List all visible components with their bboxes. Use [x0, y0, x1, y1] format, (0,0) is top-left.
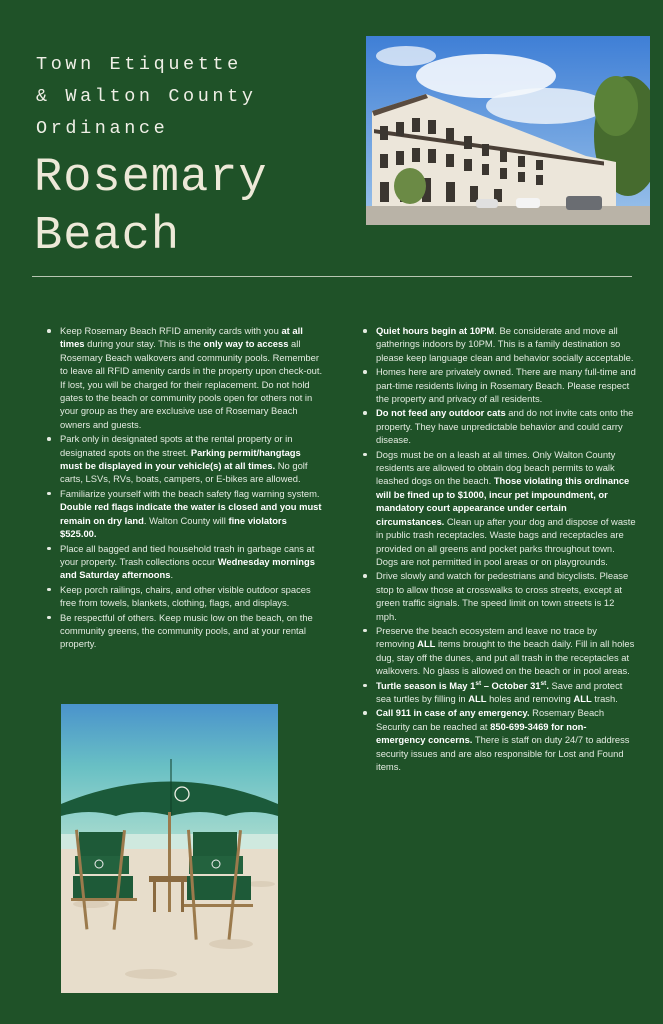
- emphasis-text: – October 31: [481, 679, 541, 691]
- item-text: Dogs must be on a leash at all times. Only Walton County residents are allowed to obtain dog beach permits to walk leashed dogs on the beach.: [376, 448, 616, 487]
- item-text: Preserve the beach ecosystem and leave no trace by removing: [376, 624, 597, 650]
- item-text: .: [170, 569, 174, 581]
- item-text: items brought to the beach daily. Fill in all holes dug, stay off the dunes, and put all trash in the receptacles at walkovers. No glass is allowed on the beach or in pool areas.: [376, 638, 635, 677]
- list-item: [46, 487, 325, 541]
- list-item: [362, 569, 636, 623]
- item-text: trash.: [591, 692, 618, 704]
- emphasis-text: .: [546, 679, 549, 691]
- emphasis-text: ALL: [417, 638, 436, 650]
- item-text: Place all bagged and tied household trash in garbage cans at your property. Trash collections occur: [60, 542, 315, 567]
- emphasis-text: Parking permit/hangtags must be displayed in your vehicle(s) at all times.: [60, 446, 301, 472]
- beach-umbrella-photo: [61, 704, 278, 993]
- building-photo: [366, 36, 650, 225]
- subtitle-line: Ordinance: [36, 118, 169, 139]
- list-item: [362, 448, 636, 569]
- emphasis-text: Call 911 in case of any emergency.: [376, 707, 530, 719]
- section-divider: [32, 276, 632, 277]
- emphasis-text: at all times: [60, 325, 303, 350]
- emphasis-text: only way to access: [203, 338, 289, 350]
- item-text: Keep Rosemary Beach RFID amenity cards with you: [60, 325, 282, 336]
- list-item: [46, 583, 325, 610]
- item-text: Drive slowly and watch for pedestrians and bicyclists. Please stop to allow those at crosswalks to cross streets, except at green traffic signals. The speed limit on town streets is 12 mph.: [376, 570, 629, 622]
- subtitle-line: & Walton County: [36, 86, 257, 107]
- emphasis-text: 850-699-3469 for non-emergency concerns.: [376, 720, 587, 746]
- list-item: [46, 542, 325, 582]
- emphasis-text: ALL: [573, 692, 592, 704]
- left-etiquette-list: [46, 324, 325, 652]
- emphasis-text: Those violating this ordinance will be fined up to $1000, incur pet impoundment, or mandatory court appearance under certain circumstances.: [376, 475, 630, 527]
- item-text: holes and removing: [486, 692, 574, 704]
- item-text: and do not invite cats onto the property. They have unpredictable behavior and could carry disease.: [376, 407, 634, 446]
- list-item: [46, 611, 325, 651]
- item-text: . Walton County will: [143, 514, 229, 526]
- item-text: all Rosemary Beach walkovers and community pools. Remember to leave all RFID amenity cards in the property upon check-out. If lost, you will be charged for their replacement. Do not hold gates to the beach or community pools open for others not in your group as they are exclusive use of Rosemary Beach owners and guests.: [60, 338, 323, 430]
- title-line: Beach: [34, 210, 181, 263]
- title-line: Rosemary: [34, 152, 268, 205]
- emphasis-text: ALL: [468, 692, 487, 704]
- item-text: . Be considerate and move all gatherings indoors by 10PM. This is a family destination so please keep language clean and behavior socially acceptable.: [376, 325, 634, 363]
- emphasis-text: Double red flags indicate the water is closed and you must remain on dry land: [60, 501, 322, 526]
- list-item: [362, 324, 636, 364]
- item-text: There is staff on duty 24/7 to address security issues and are also responsible for Lost and Found items.: [376, 734, 630, 772]
- list-item: [362, 706, 636, 773]
- emphasis-text: st: [540, 679, 547, 687]
- emphasis-text: Wednesday mornings and Saturday afternoons: [60, 555, 315, 581]
- item-text: Homes here are privately owned. There are many full-time and part-time residents living in Rosemary Beach. Please respect the property and privacy of all residents.: [376, 366, 636, 405]
- item-text: during your stay. This is the: [84, 338, 204, 350]
- right-etiquette-list: [362, 324, 636, 774]
- list-item: [46, 432, 325, 486]
- list-item: [362, 679, 636, 706]
- list-item: [362, 624, 636, 678]
- list-item: [46, 324, 325, 431]
- page-subtitle: [36, 49, 346, 145]
- list-item: [362, 406, 636, 446]
- emphasis-text: fine violators $525.00.: [60, 514, 287, 540]
- emphasis-text: Do not feed any outdoor cats: [376, 407, 506, 419]
- emphasis-text: Quiet hours begin at 10PM: [376, 325, 495, 336]
- item-text: Park only in designated spots at the rental property or in designated spots on the street.: [60, 433, 293, 458]
- item-text: Be respectful of others. Keep music low on the beach, on the community greens, the community pools, and at your rental property.: [60, 611, 313, 650]
- item-text: Rosemary Beach Security can be reached at: [376, 707, 605, 732]
- item-text: Clean up after your dog and dispose of waste in public trash receptacles. Waste bags and receptacles are provided on all greens and pocket parks throughout town. Dogs are not permitted in pool areas or on playgrounds.: [376, 515, 636, 567]
- item-text: Save and protect sea turtles by filling in: [376, 679, 623, 704]
- item-text: Keep porch railings, chairs, and other visible outdoor spaces free from towels, blankets, clothing, flags, and displays.: [60, 583, 311, 609]
- item-text: No golf carts, LSVs, RVs, boats, campers, or E-bikes are allowed.: [60, 460, 308, 485]
- emphasis-text: st: [475, 679, 482, 687]
- list-item: [362, 365, 636, 405]
- item-text: Familiarize yourself with the beach safety flag warning system.: [60, 487, 320, 499]
- subtitle-line: Town Etiquette: [36, 54, 242, 75]
- emphasis-text: Turtle season is May 1: [376, 679, 476, 691]
- page-title: [34, 150, 268, 266]
